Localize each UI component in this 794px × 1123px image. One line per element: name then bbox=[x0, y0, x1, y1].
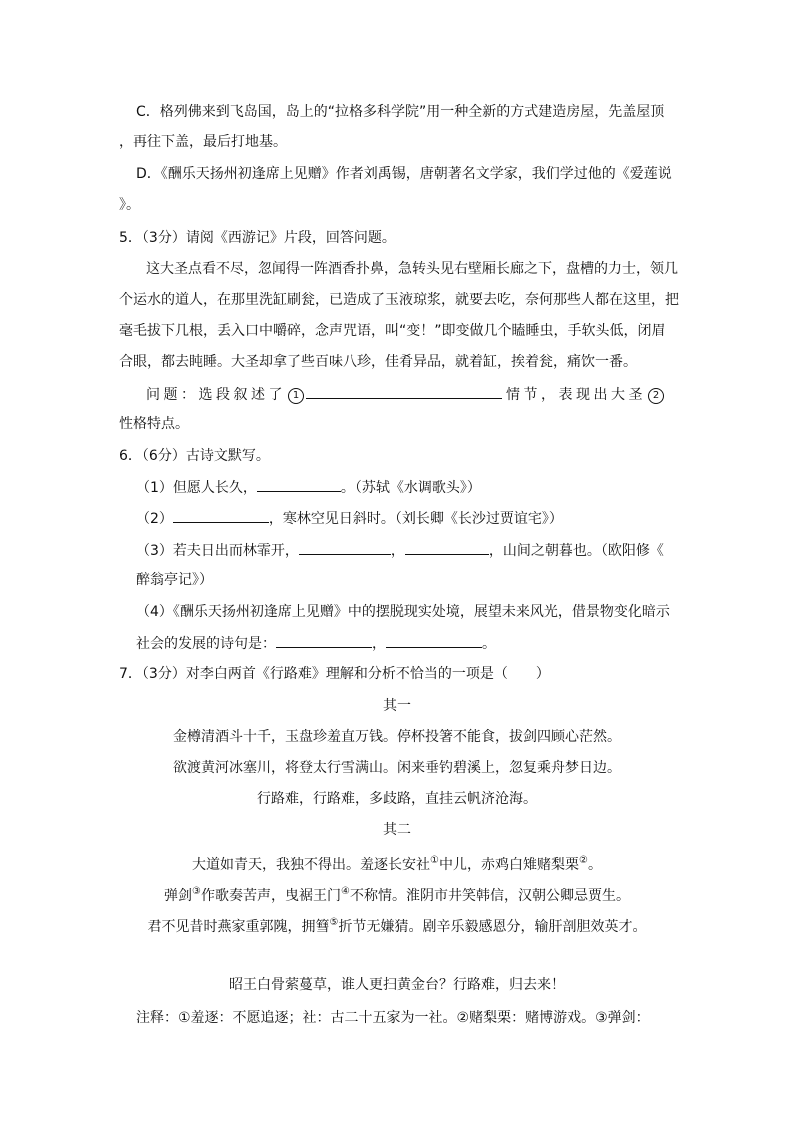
poem2-l2-a: 弹剑 bbox=[164, 888, 193, 904]
q4-option-c-line1: C．格列佛来到飞岛国，岛上的“拉格多科学院”用一种全新的方式建造房屋，先盖屋顶 bbox=[136, 104, 665, 120]
q6-blank-4[interactable] bbox=[405, 540, 489, 555]
q7-header: 7．（3分）对李白两首《行路难》理解和分析不恰当的一项是（ ） bbox=[119, 666, 550, 682]
q5-passage-line: 毫毛拔下几根，丢入口中嚼碎，念声咒语，叫“变！”即变做几个瞌睡虫，手软头低，闭眉 bbox=[119, 323, 666, 339]
q5-question-end: 性格特点。 bbox=[119, 416, 189, 432]
q6-item-3 bbox=[136, 540, 664, 561]
poem2-l3-a: 君不见昔时燕家重郭隗，拥篲 bbox=[147, 919, 330, 935]
q6-item4-text-a: 社会的发展的诗句是： bbox=[136, 636, 276, 652]
q6-item4-text-c: 。 bbox=[482, 636, 496, 652]
poem2-line-4: 昭王白骨萦蔓草，谁人更扫黄金台？行路难，归去来！ bbox=[229, 977, 565, 993]
q6-item-4 bbox=[136, 633, 496, 654]
poem1-title: 其一 bbox=[383, 698, 411, 714]
poem2-title: 其二 bbox=[383, 822, 411, 838]
footnote-marker-3: ③ bbox=[192, 886, 201, 897]
q6-item-2 bbox=[136, 508, 563, 529]
poem2-line-2 bbox=[0, 882, 794, 906]
q5-question-text-b: 情节，表现出大圣 bbox=[506, 387, 646, 403]
q6-item3-text-c: ，山间之朝暮也。（欧阳修《 bbox=[488, 543, 664, 559]
q6-item2-text-b: ，寒林空见日斜时。（刘长卿《长沙过贾谊宅》） bbox=[268, 511, 563, 527]
poem2-l2-c: 不称情。淮阴市井笑韩信，汉朝公卿忌贾生。 bbox=[349, 888, 630, 904]
poem1-line: 金樽清酒斗十千，玉盘珍羞直万钱。停杯投箸不能食，拔剑四顾心茫然。 bbox=[173, 729, 621, 745]
poem2-l3-b: 折节无嫌猜。剧辛乐毅感恩分，输肝剖胆效英才。 bbox=[338, 919, 647, 935]
q5-header: 5．（3分）请阅《西游记》片段，回答问题。 bbox=[119, 230, 396, 246]
q5-passage-line: 这大圣点看不尽，忽闻得一阵酒香扑鼻，急转头见右壁厢长廊之下，盘槽的力士，领几 bbox=[146, 261, 678, 277]
q4-option-c-line2: ，再往下盖，最后打地基。 bbox=[119, 134, 287, 150]
poem2-l1-c: 。 bbox=[587, 857, 602, 873]
q5-question-line bbox=[146, 384, 666, 405]
poem1-line: 行路难，行路难，多歧路，直挂云帆济沧海。 bbox=[257, 791, 537, 807]
q6-item-1 bbox=[136, 477, 481, 498]
q5-passage-line: 个运水的道人，在那里洗缸刷瓮，已造成了玉液琼浆，就要去吃，奈何那些人都在这里，把 bbox=[119, 292, 679, 308]
footnote-marker-4: ④ bbox=[341, 886, 350, 897]
marker-circle-1: 1 bbox=[288, 388, 304, 404]
poem2-l2-b: 作歌奏苦声，曳裾王门 bbox=[201, 888, 341, 904]
q5-passage-line: 合眼，都去盹睡。大圣却拿了些百味八珍，佳肴异品，就着缸，挨着瓮，痛饮一番。 bbox=[119, 354, 637, 370]
footnote-marker-1: ① bbox=[430, 855, 439, 866]
q6-blank-5[interactable] bbox=[276, 633, 372, 648]
q4-option-d-line1: D．《酬乐天扬州初逢席上见赠》作者刘禹锡，唐朝著名文学家，我们学过他的《爱莲说 bbox=[136, 166, 672, 182]
q6-item2-text-a: （2） bbox=[136, 511, 173, 527]
poem2-line-1 bbox=[0, 851, 794, 875]
poem2-l1-b: 中儿，赤鸡白雉赌梨栗 bbox=[439, 857, 579, 873]
q4-option-d-line2: 》。 bbox=[119, 197, 140, 213]
q6-item1-text-b: 。（苏轼《水调歌头》） bbox=[340, 480, 481, 496]
poem2-line-3 bbox=[0, 913, 794, 937]
footnote-marker-2: ② bbox=[579, 855, 588, 866]
q6-header: 6．（6分）古诗文默写。 bbox=[119, 448, 270, 464]
q6-item3-text-b: ， bbox=[390, 543, 405, 559]
footnote-marker-5: ⑤ bbox=[329, 917, 339, 928]
q5-answer-blank-1[interactable] bbox=[306, 384, 502, 399]
q6-item1-text-a: （1）但愿人长久， bbox=[136, 480, 257, 496]
q6-item4-text-b: ， bbox=[372, 636, 386, 652]
poem1-line: 欲渡黄河冰塞川，将登太行雪满山。闲来垂钓碧溪上，忽复乘舟梦日边。 bbox=[173, 760, 621, 776]
q6-item3-text-a: （3）若夫日出而林霏开， bbox=[136, 543, 299, 559]
q6-blank-1[interactable] bbox=[257, 477, 341, 492]
q6-item3-end: 醉翁亭记》） bbox=[136, 572, 213, 588]
marker-circle-2: 2 bbox=[648, 388, 664, 404]
q5-question-text-a: 问题：选段叙述了 bbox=[146, 387, 286, 403]
q6-item4-line1: （4）《酬乐天扬州初逢席上见赠》中的摆脱现实处境，展望未来风光，借景物变化暗示 bbox=[136, 604, 670, 620]
q6-blank-3[interactable] bbox=[299, 540, 391, 555]
q6-blank-6[interactable] bbox=[386, 633, 482, 648]
poem2-l1-a: 大道如青天，我独不得出。羞逐长安社 bbox=[192, 857, 431, 873]
q6-blank-2[interactable] bbox=[173, 508, 269, 523]
q7-note: 注释：①羞逐：不愿追逐；社：古二十五家为一社。②赌梨栗：赌博游戏。③弹剑： bbox=[136, 1010, 650, 1026]
